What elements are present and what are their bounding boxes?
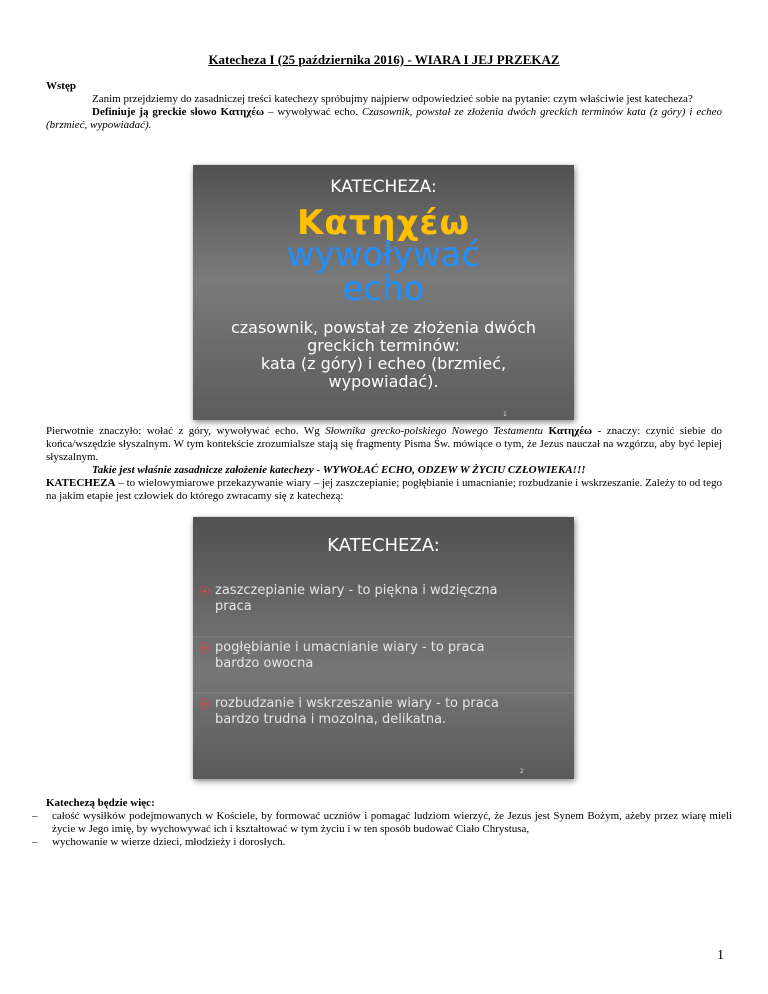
bullet-icon: ⦿ [199, 585, 210, 598]
slide-1-body-line-4: wypowiadać). [328, 372, 439, 391]
middle-paragraph-2: Takie jest właśnie zasadnicze założenie katechezy - WYWOŁAĆ ECHO, ODZEW W ŻYCIU CZŁOWIEKA!!! [92, 464, 586, 476]
middle-section [46, 425, 722, 503]
slide-2 [193, 517, 574, 779]
slide-1-blue-line-1: wywoływać [286, 235, 481, 275]
slide-1-body-line-3: kata (z góry) i echeo (brzmieć, [260, 354, 507, 373]
slide-2-bullet-3-line-1: rozbudzanie i wskrzeszanie wiary - to praca [215, 696, 499, 711]
slide-1-body [193, 319, 574, 391]
page-number: 1 [717, 948, 724, 963]
middle-p1-italic: Słownika grecko-polskiego Nowego Testamentu [325, 425, 544, 437]
bullet-icon: ⦿ [199, 698, 210, 711]
bullet-icon: ⦿ [199, 642, 210, 655]
slide-2-bullet-2 [199, 640, 555, 672]
list-item-text: wychowanie w wierze dzieci, młodzieży i dorosłych. [52, 836, 286, 848]
slide-1-greek-word: Κατηχέω [296, 203, 470, 243]
slide-1-body-line-2: greckich terminów: [307, 336, 460, 355]
middle-paragraph-3 [46, 477, 722, 503]
middle-p1-bold: Κατηχέω [543, 425, 593, 437]
slide-2-band-2 [193, 692, 574, 694]
middle-p3-bold: KATECHEZA [46, 477, 116, 489]
page-title: Katecheza I (25 października 2016) - WIARA I JEJ PRZEKAZ [208, 52, 560, 67]
list-item [32, 810, 732, 836]
intro-definition-plain: – wywoływać echo. [264, 106, 362, 118]
list-item [32, 836, 732, 849]
middle-p3-text: – to wielowymiarowe przekazywanie wiary – jej zaszczepianie; pogłębianie i umacnianie; rozbudzanie i wskrzeszanie. Zależy to od tego na jakim etapie jest człowiek do którego zwracamy się z katechezą: [46, 477, 722, 502]
slide-2-bullet-3 [199, 696, 555, 728]
slide-2-bullet-2-line-1: pogłębianie i umacnianie wiary - to praca [215, 640, 485, 655]
slide-2-band-1 [193, 636, 574, 638]
slide-2-bullet-3-line-2: bardzo trudna i mozolna, delikatna. [215, 712, 447, 727]
slide-2-bullet-1 [199, 583, 555, 615]
intro-definition-italic: Czasownik, powstał ze złożenia dwóch greckich terminów kata (z góry) i echeo (brzmieć, wypowiadać). [46, 106, 722, 131]
slide-2-bullet-1-line-2: praca [215, 599, 252, 614]
intro-definition-bold: Definiuje ją greckie słowo Κατηχέω [92, 106, 265, 118]
slide-1-number: 1 [503, 411, 507, 418]
closing-heading: Katechezą będzie więc: [46, 797, 155, 809]
slide-2-bullet-2-line-2: bardzo owocna [215, 656, 314, 671]
slide-2-number: 2 [520, 768, 524, 775]
middle-p1-text-a: Pierwotnie znaczyło: wołać z góry, wywoływać echo. Wg [46, 425, 326, 437]
middle-paragraph-1 [46, 425, 722, 464]
intro-paragraph-2 [46, 106, 722, 132]
slide-1 [193, 165, 574, 420]
list-item-text: całość wysiłków podejmowanych w Kościele, by formować uczniów i pomagać ludziom wierzyć, że Jezus jest Synem Bożym, ażeby przez wiarę mieli życie w Jego imię, by wychowywać ich i kształtować w tym życiu i w ten sposób budować Ciało Chrystusa, [52, 810, 732, 835]
intro-section [46, 80, 722, 132]
closing-list [32, 810, 732, 849]
list-dash: – [32, 836, 38, 848]
slide-2-heading: KATECHEZA: [327, 535, 440, 556]
middle-p1-text-b: - znaczy: czynić siebie do końca/wszędzie słyszalnym. W tym kontekście zrozumialsze stają się fragmenty Pisma Św. mówiące o tym, że Jezus nauczał na wzgórzu, aby być lepiej słyszalnym. [46, 425, 723, 463]
list-dash: – [32, 810, 38, 822]
slide-1-heading: KATECHEZA: [330, 177, 437, 197]
intro-heading: Wstęp [46, 80, 76, 92]
intro-paragraph-1: Zanim przejdziemy do zasadniczej treści katechezy spróbujmy najpierw odpowiedzieć sobie na pytanie: czym właściwie jest katecheza? [92, 93, 693, 105]
slide-1-body-line-1: czasownik, powstał ze złożenia dwóch [230, 318, 537, 337]
slide-1-blue-line-2: echo [342, 269, 425, 309]
slide-2-bullet-1-line-1: zaszczepianie wiary - to piękna i wdzięczna [215, 583, 498, 598]
